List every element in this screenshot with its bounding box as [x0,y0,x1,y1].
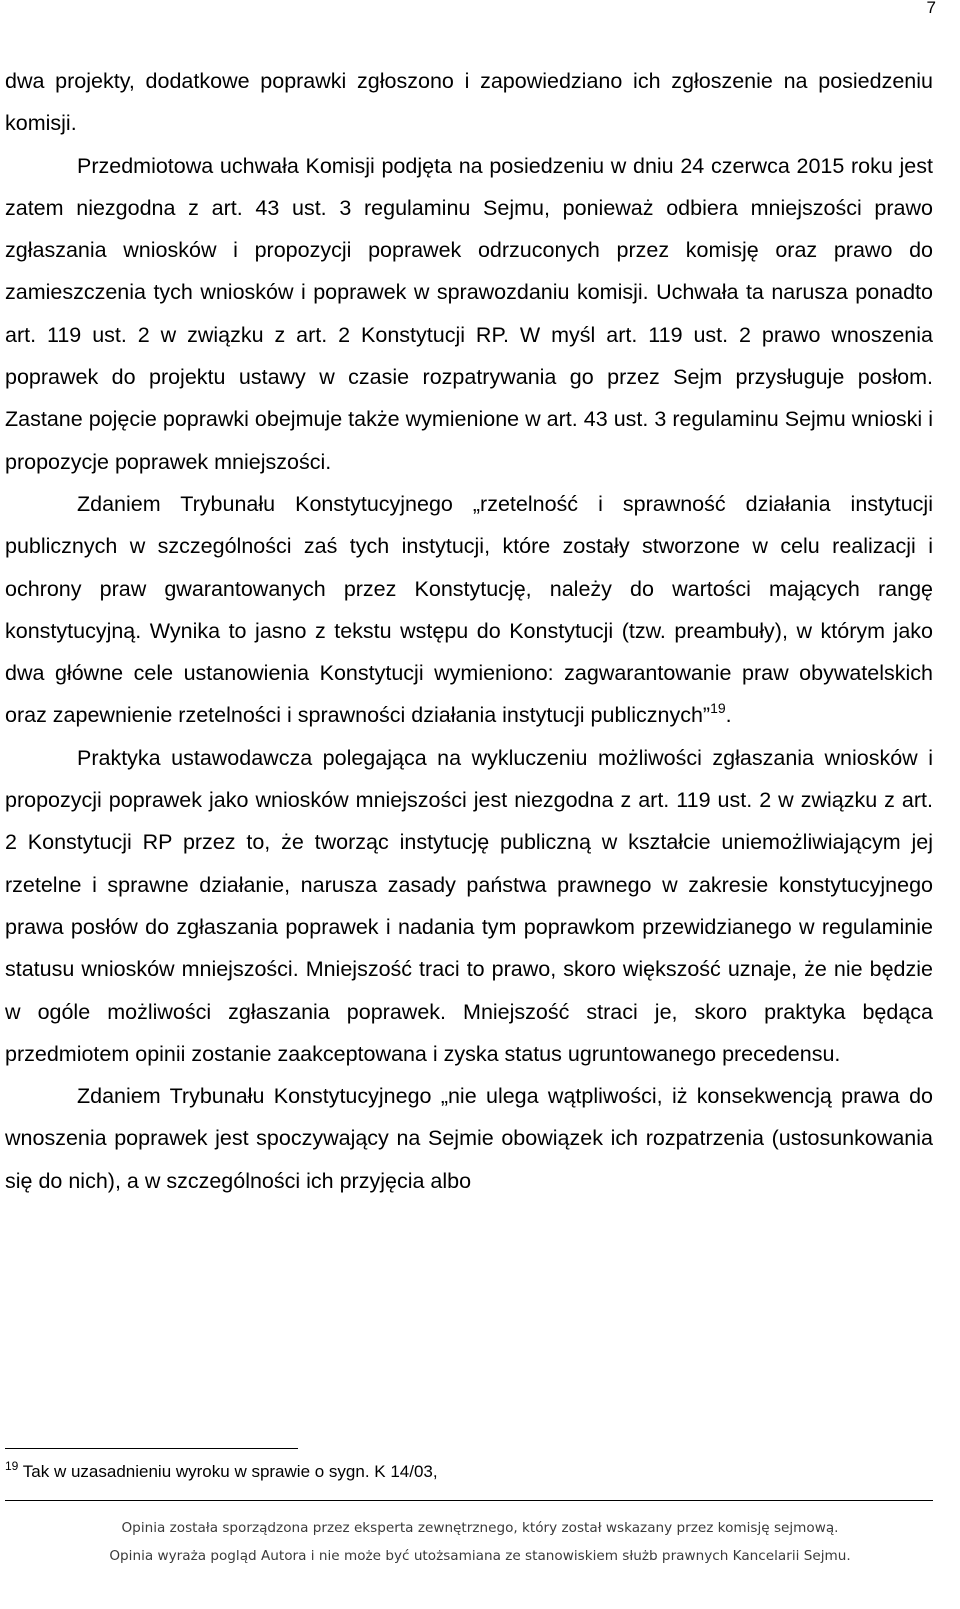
body-text [5,60,933,1202]
paragraph-3-end: . [725,703,732,728]
footer-disclaimer-2: Opinia wyraża pogląd Autora i nie może być utożsamiana ze stanowiskiem służb prawnych Kancelarii Sejmu. [109,1548,851,1564]
footnote-text: Tak w uzasadnieniu wyroku w sprawie o sygn. K 14/03, [22,1462,438,1481]
footnote [5,1460,438,1484]
footnote-number: 19 [5,1459,19,1473]
paragraph-5: Zdaniem Trybunału Konstytucyjnego „nie ulega wątpliwości, iż konsekwencją prawa do wnoszenia poprawek jest spoczywający na Sejmie obowiązek ich rozpatrzenia (ustosunkowania się do nich), a w szczególności ich przyjęcia albo [5,1084,933,1193]
footnote-reference[interactable]: 19 [710,700,726,717]
paragraph-3 [5,483,933,737]
paragraph-1: dwa projekty, dodatkowe poprawki zgłoszono i zapowiedziano ich zgłoszenie na posiedzeniu komisji. [5,69,933,136]
footer-divider [5,1500,933,1501]
paragraph-2: Przedmiotowa uchwała Komisji podjęta na posiedzeniu w dniu 24 czerwca 2015 roku jest zatem niezgodna z art. 43 ust. 3 regulaminu Sejmu, ponieważ odbiera mniejszości prawo zgłaszania wniosków i propozycji poprawek odrzuconych przez komisję oraz prawo do zamieszczenia tych wniosków i poprawek w sprawozdaniu komisji. Uchwała ta narusza ponadto art. 119 ust. 2 w związku z art. 2 Konstytucji RP. W myśl art. 119 ust. 2 prawo wnoszenia poprawek do projektu ustawy w czasie rozpatrywania go przez Sejm przysługuje posłom. Zastane pojęcie poprawki obejmuje także wymienione w art. 43 ust. 3 regulaminu Sejmu wnioski i propozycje poprawek mniejszości. [5,153,933,474]
page-number: 7 [926,0,936,17]
footnote-divider [5,1448,298,1449]
footer-disclaimer-1: Opinia została sporządzona przez eksperta zewnętrznego, który został wskazany przez komisję sejmową. [121,1520,839,1536]
paragraph-3-text: Zdaniem Trybunału Konstytucyjnego „rzetelność i sprawność działania instytucji publicznych w szczególności zaś tych instytucji, które zostały stworzone w celu realizacji i ochrony praw gwarantowanych przez Konstytucję, należy do wartości mających rangę konstytucyjną. Wynika to jasno z tekstu wstępu do Konstytucji (tzw. preambuły), w którym jako dwa główne cele ustanowienia Konstytucji wymieniono: zagwarantowanie praw obywatelskich oraz zapewnienie rzetelności i sprawności działania instytucji publicznych” [5,491,933,728]
paragraph-4: Praktyka ustawodawcza polegająca na wykluczeniu możliwości zgłaszania wniosków i propozycji poprawek jako wniosków mniejszości jest niezgodna z art. 119 ust. 2 w związku z art. 2 Konstytucji RP przez to, że tworząc instytucję publiczną w kształcie uniemożliwiającym jej rzetelne i sprawne działanie, narusza zasady państwa prawnego w zakresie konstytucyjnego prawa posłów do zgłaszania poprawek i nadania tym poprawkom przewidzianego w regulaminie statusu wniosków mniejszości. Mniejszość traci to prawo, skoro większość uznaje, że nie będzie w ogóle możliwości zgłaszania poprawek. Mniejszość straci je, skoro praktyka będąca przedmiotem opinii zostanie zaakceptowana i zyska status ugruntowanego precedensu. [5,745,933,1066]
